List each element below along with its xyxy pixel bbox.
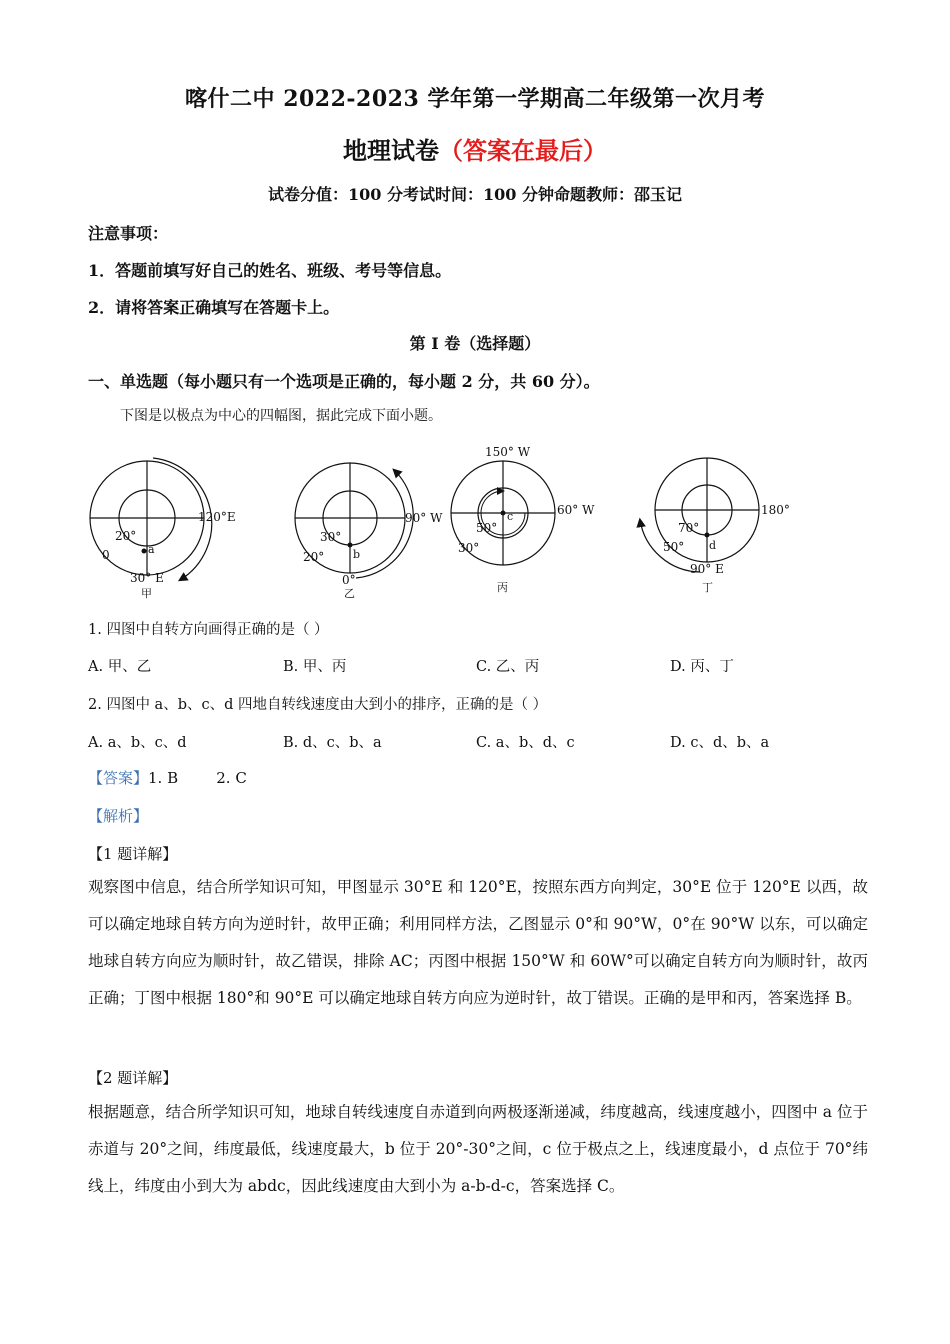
notice-item-1: 1．答题前填写好自己的姓名、班级、考号等信息。 [88, 261, 452, 280]
subject-title [0, 131, 950, 166]
point-c [501, 511, 506, 516]
bing-lat-inner: 50° [476, 521, 498, 535]
ding-lat-outer: 50° [663, 540, 685, 554]
question-2-stem: 2. 四图中 a、b、c、d 四地自转线速度由大到小的排序，正确的是（ ） [88, 697, 548, 713]
jia-point-label: a [148, 543, 155, 556]
notice-heading: 注意事项： [88, 224, 169, 243]
q1-option-a: A. 甲、乙 [88, 659, 152, 675]
bing-lat-outer: 30° [458, 541, 480, 555]
yi-point-label: b [353, 548, 361, 561]
volume-heading: 第 I 卷（选择题） [409, 334, 541, 353]
exam-title: 喀什二中 2022-2023 学年第一学期高二年级第一次月考 [185, 86, 765, 112]
q2-option-a: A. a、b、c、d [88, 735, 187, 751]
jia-lat-outer: 0 [102, 548, 110, 562]
analysis-line [88, 805, 148, 826]
q2-option-c: C. a、b、d、c [476, 735, 575, 751]
answer-label: 【答案】 [88, 769, 149, 787]
q1-option-d: D. 丙、丁 [670, 659, 734, 675]
part-heading: 一、单选题（每小题只有一个选项是正确的，每小题 2 分，共 60 分）。 [88, 372, 600, 391]
q2-option-d: D. c、d、b、a [670, 735, 770, 751]
q1-option-b: B. 甲、丙 [283, 659, 347, 675]
yi-caption: 乙 [344, 587, 355, 600]
bing-point-label: c [507, 510, 514, 523]
point-a [142, 549, 147, 554]
subject-name: 地理试卷 [343, 136, 439, 165]
ding-lon-right: 180° [761, 503, 790, 517]
yi-lon-right: 90° W [405, 511, 443, 525]
question-1-stem: 1. 四图中自转方向画得正确的是（ ） [88, 622, 329, 638]
yi-lat-inner: 30° [320, 530, 342, 544]
jia-caption: 甲 [141, 587, 152, 600]
ding-lon-bottom: 90° E [690, 562, 724, 576]
q1-option-c: C. 乙、丙 [476, 659, 540, 675]
polar-figure [0, 438, 950, 608]
jia-lat-inner: 20° [115, 529, 137, 543]
analysis-label: 【解析】 [88, 807, 149, 825]
q2-analysis-text: 根据题意，结合所学知识可知，地球自转线速度自赤道到向两极逐渐递减，纬度越高，线速度越小，四图中 a 位于赤道与 20°之间，纬度最低，线速度最大，b 位于 20°-30°之间，c 位于极点之上，线速度最小，d 点位于 70°纬线上，纬度由小到大为 abdc，因此线速度由大到小为 a-b-d-c，答案选择 C。 [88, 1103, 868, 1195]
notice-item-2: 2．请将答案正确填写在答题卡上。 [88, 298, 340, 317]
jia-lon-bottom: 30° E [130, 571, 164, 585]
q2-option-b: B. d、c、b、a [283, 735, 382, 751]
q2-analysis-heading: 【2 题详解】 [88, 1069, 178, 1087]
ding-lat-inner: 70° [678, 521, 700, 535]
answer-note: （答案在最后） [439, 136, 607, 165]
question-intro: 下图是以极点为中心的四幅图，据此完成下面小题。 [120, 408, 442, 424]
yi-lon-bottom: 0° [342, 573, 356, 587]
diagram-ding [640, 458, 759, 572]
point-d [705, 533, 710, 538]
exam-info: 试卷分值：100 分考试时间：100 分钟命题教师：邵玉记 [268, 185, 682, 204]
jia-lon-right: 120°E [198, 510, 236, 524]
bing-lon-top: 150° W [485, 445, 531, 459]
point-b [348, 543, 353, 548]
bing-lon-right: 60° W [557, 503, 595, 517]
ding-point-label: d [709, 539, 717, 552]
answer-line [88, 767, 247, 788]
ding-caption: 丁 [702, 581, 713, 594]
q1-analysis-heading: 【1 题详解】 [88, 845, 178, 863]
bing-caption: 丙 [497, 581, 508, 594]
q1-analysis-text: 观察图中信息，结合所学知识可知，甲图显示 30°E 和 120°E，按照东西方向判定，30°E 位于 120°E 以西，故可以确定地球自转方向为逆时针，故甲正确；利用同样方法，乙图显示 0°和 90°W，0°在 90°W 以东，可以确定地球自转方向应为顺时针，故乙错误，排除 AC；丙图中根据 150°W 和 60W°可以确定自转方向为顺时针，故丙正确；丁图中根据 180°和 90°E 可以确定地球自转方向应为逆时针，故丁错误。正确的是甲和丙，答案选择 B。 [88, 878, 868, 1007]
yi-lat-outer: 20° [303, 550, 325, 564]
answer-text: 1. B 2. C [148, 769, 247, 787]
